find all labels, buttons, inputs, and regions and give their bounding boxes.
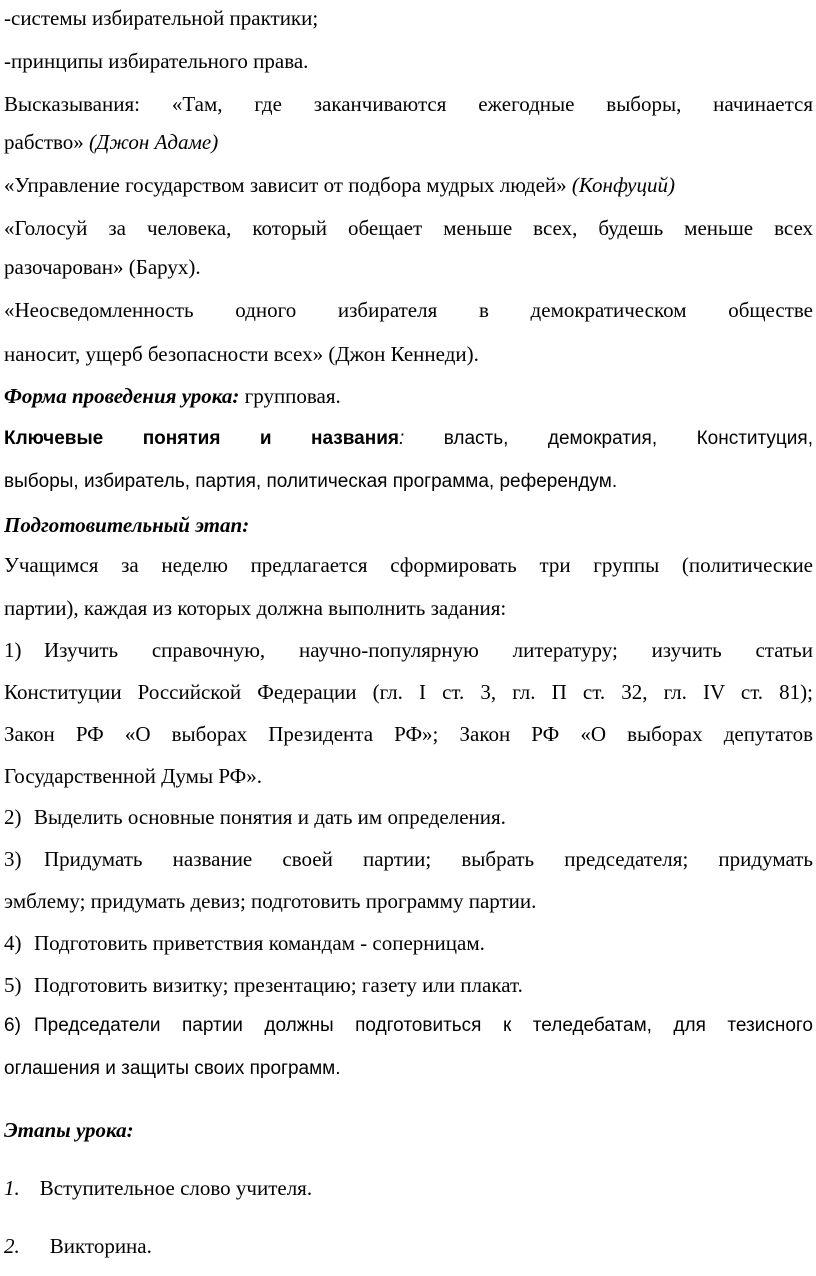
task-6-line2: оглашения и защиты своих программ. <box>4 1058 341 1079</box>
task-number: 5) <box>4 973 22 997</box>
task-text: Подготовить визитку; презентацию; газету или плакат. <box>34 973 523 997</box>
task-text: Председатели партии должны подготовиться к теледебатам, для тезисного <box>34 1015 813 1036</box>
task-text: Выделить основные понятия и дать им определения. <box>34 805 506 829</box>
task-text: Изучить справочную, научно-популярную литературу; изучить статьи <box>44 638 813 662</box>
quote-kennedy-line2: наносит, ущерб безопасности всех» (Джон Кеннеди). <box>4 342 479 366</box>
stage-text: Вступительное слово учителя. <box>39 1176 313 1200</box>
task-3-line2: эмблему; придумать девиз; подготовить программу партии. <box>4 889 537 913</box>
quote-author: (Джон Адаме) <box>89 130 219 154</box>
quote-confucius <box>4 170 813 200</box>
key-concepts-line2: выборы, избиратель, партия, политическая программа, референдум. <box>4 471 618 492</box>
task-text: Придумать название своей партии; выбрать председателя; придумать <box>44 847 813 871</box>
key-concepts-line1 <box>4 424 813 454</box>
text-line <box>4 46 813 76</box>
quote-baruch-line1: «Голосуй за человека, который обещает меньше всех, будешь меньше всех <box>4 216 813 240</box>
lesson-form-value: групповая. <box>244 384 341 408</box>
task-text: Подготовить приветствия командам - соперницам. <box>34 931 485 955</box>
prep-stage-heading: Подготовительный этап: <box>4 513 250 537</box>
lesson-stages-heading: Этапы урока: <box>4 1118 134 1142</box>
quote-text: «Управление государством зависит от подбора мудрых людей» <box>4 173 567 197</box>
prep-text-line2: партии), каждая из которых должна выполнить задания: <box>4 596 507 620</box>
task-number: 6) <box>4 1015 21 1036</box>
task-1-line2: Конституции Российской Федерации (гл. I ст. 3, гл. П ст. 32, гл. IV ст. 81); <box>4 680 813 704</box>
stage-2 <box>4 1231 813 1261</box>
stage-number: 1. <box>4 1176 20 1200</box>
task-6-line1 <box>4 1011 813 1041</box>
quote-adams-line1: Высказывания: «Там, где заканчиваются ежегодные выборы, начинается <box>4 92 813 116</box>
list-item: -системы избирательной практики; <box>4 6 319 30</box>
quote-baruch-line2: разочарован» (Барух). <box>4 255 201 279</box>
task-1-line3: Закон РФ «О выборах Президента РФ»; Закон РФ «О выборах депутатов <box>4 722 813 746</box>
key-concepts-label: Ключевые понятия и названия <box>4 428 399 449</box>
task-number: 3) <box>4 847 22 871</box>
text-line <box>4 3 813 33</box>
task-number: 2) <box>4 805 22 829</box>
key-concepts-value: власть, демократия, Конституция, <box>443 428 813 449</box>
task-number: 4) <box>4 931 22 955</box>
stage-text: Викторина. <box>49 1234 152 1258</box>
task-1-line1 <box>4 635 813 665</box>
quote-author: (Конфуций) <box>571 173 675 197</box>
task-4 <box>4 928 813 958</box>
lesson-form <box>4 381 813 411</box>
stage-1 <box>4 1173 813 1203</box>
lesson-form-label: Форма проведения урока: <box>4 384 240 408</box>
task-3-line1 <box>4 844 813 874</box>
quote-adams-line2 <box>4 127 813 157</box>
task-5 <box>4 970 813 1000</box>
prep-text-line1: Учащимся за неделю предлагается сформировать три группы (политические <box>4 553 813 577</box>
task-number: 1) <box>4 638 22 662</box>
list-item: -принципы избирательного права. <box>4 49 309 73</box>
stage-number: 2. <box>4 1234 20 1258</box>
key-concepts-colon: : <box>399 428 405 449</box>
quote-text: рабство» <box>4 130 84 154</box>
task-2 <box>4 802 813 832</box>
task-1-line4: Государственной Думы РФ». <box>4 764 262 788</box>
quote-kennedy-line1: «Неосведомленность одного избирателя в демократическом обществе <box>4 298 813 322</box>
